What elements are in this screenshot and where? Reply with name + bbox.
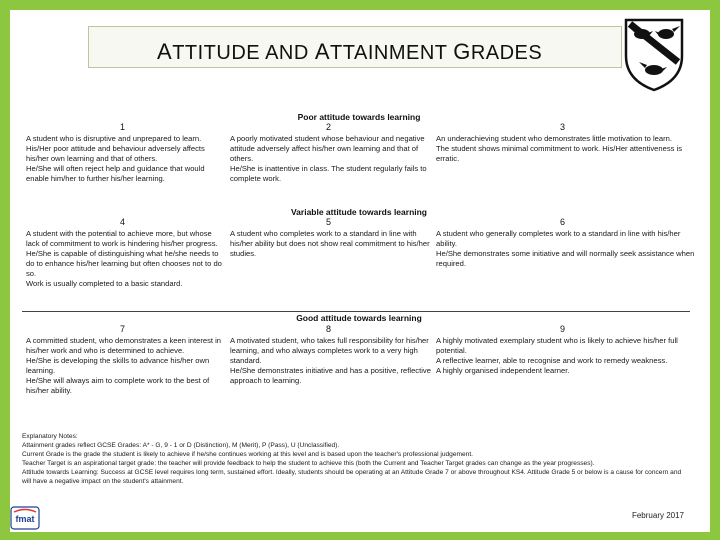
- grade-description: [26, 134, 226, 184]
- description-line: The student shows minimal commitment to work. His/Her attentiveness is erratic.: [436, 144, 683, 163]
- grade-number: 7: [120, 324, 126, 334]
- description-line: A poorly motivated student whose behaviour and negative attitude adversely affect his/her own learning and that of others.: [230, 134, 425, 163]
- grade-number: 3: [560, 122, 566, 132]
- grade-number: 4: [120, 217, 126, 227]
- document-sheet: [10, 10, 710, 532]
- description-line: He/She is capable of distinguishing what he/she needs to do to enhance his/her learning but often chooses not to do so.: [26, 249, 222, 278]
- title-initial: G: [453, 39, 471, 64]
- section-title-poor: Poor attitude towards learning: [297, 112, 421, 122]
- notes-line: Attainment grades reflect GCSE Grades: A* - G, 9 - 1 or D (Distinction), M (Merit), P (Pass), U (Unclassified).: [22, 442, 340, 449]
- grade-number: 9: [560, 324, 566, 334]
- grade-number: 5: [326, 217, 332, 227]
- title-initial: A: [157, 39, 173, 64]
- description-line: His/Her poor attitude and behaviour adversely affects his/her own learning and that of others.: [26, 144, 205, 163]
- description-line: He/She is developing the skills to advance his/her own learning.: [26, 356, 210, 375]
- description-line: He/She will often reject help and guidance that would enable him/her to further his/her learning.: [26, 164, 205, 183]
- notes-line: Current Grade is the grade the student is likely to achieve if he/she continues working at this level and is based upon the teacher's professional judgement.: [22, 451, 473, 458]
- description-line: A committed student, who demonstrates a keen interest in his/her work and who is determined to achieve.: [26, 336, 222, 355]
- explanatory-notes: [22, 432, 692, 486]
- description-line: A student with the potential to achieve more, but whose lack of commitment to work is hindering his/her progress.: [26, 229, 218, 248]
- section-title-variable: Variable attitude towards learning: [290, 207, 428, 217]
- description-line: A highly organised independent learner.: [436, 366, 570, 375]
- document-date: February 2017: [631, 511, 684, 520]
- title-banner: [88, 26, 622, 68]
- grade-description: [436, 134, 696, 164]
- page-title: [157, 39, 542, 65]
- grade-description: [230, 336, 434, 386]
- description-line: Work is usually completed to a basic standard.: [26, 279, 183, 288]
- grade-description: [26, 336, 226, 396]
- grade-number: 1: [120, 122, 126, 132]
- description-line: An underachieving student who demonstrates little motivation to learn.: [436, 134, 672, 143]
- description-line: A highly motivated exemplary student who is likely to achieve his/her full potential.: [436, 336, 678, 355]
- grade-number: 6: [560, 217, 566, 227]
- description-line: A student who completes work to a standard in line with his/her ability but does not show real commitment to his/her studies.: [230, 229, 430, 258]
- grade-description: [26, 229, 226, 289]
- description-line: A student who is disruptive and unprepared to learn.: [26, 134, 202, 143]
- description-line: A motivated student, who takes full responsibility for his/her learning, and who always completes work to a very high standard.: [230, 336, 429, 365]
- grade-description: [436, 229, 696, 269]
- section-divider: [22, 311, 690, 312]
- title-word: TTITUDE AND: [172, 42, 315, 64]
- fmat-logo-icon: [10, 506, 40, 530]
- grade-description: [230, 229, 434, 259]
- section-title-good: Good attitude towards learning: [296, 313, 422, 323]
- title-word: RADES: [470, 42, 543, 64]
- title-initial: A: [314, 39, 331, 64]
- description-line: A student who generally completes work to a standard in line with his/her ability.: [436, 229, 681, 248]
- notes-line: Teacher Target is an aspirational target grade: the teacher will provide feedback to help the student to achieve this (both the Current and Teacher Target grades can change as the year progresses).: [22, 460, 595, 467]
- grade-number: 2: [326, 122, 332, 132]
- description-line: He/She is inattentive in class. The student regularly fails to complete work.: [230, 164, 427, 183]
- description-line: He/She demonstrates initiative and has a positive, reflective approach to learning.: [230, 366, 431, 385]
- description-line: A reflective learner, able to recognise and work to remedy weakness.: [436, 356, 668, 365]
- logo-text: fmat: [15, 514, 35, 524]
- grade-number: 8: [326, 324, 332, 334]
- notes-heading: Explanatory Notes:: [22, 433, 78, 440]
- grade-description: [436, 336, 696, 376]
- school-crest-icon: [622, 16, 686, 92]
- description-line: He/She will always aim to complete work to the best of his/her ability.: [26, 376, 210, 395]
- description-line: He/She demonstrates some initiative and will normally seek assistance when required.: [436, 249, 695, 268]
- notes-line: Attitude towards Learning: Success at GCSE level requires long term, sustained effort. Ideally, students should be operating at an Attitude Grade 7 or above throughout KS4. Attitude Grade 5 or below is a cause for concern and will have a negative impact on the student's attainment.: [22, 469, 682, 485]
- title-word: TTAINMENT: [330, 42, 454, 64]
- grade-description: [230, 134, 434, 184]
